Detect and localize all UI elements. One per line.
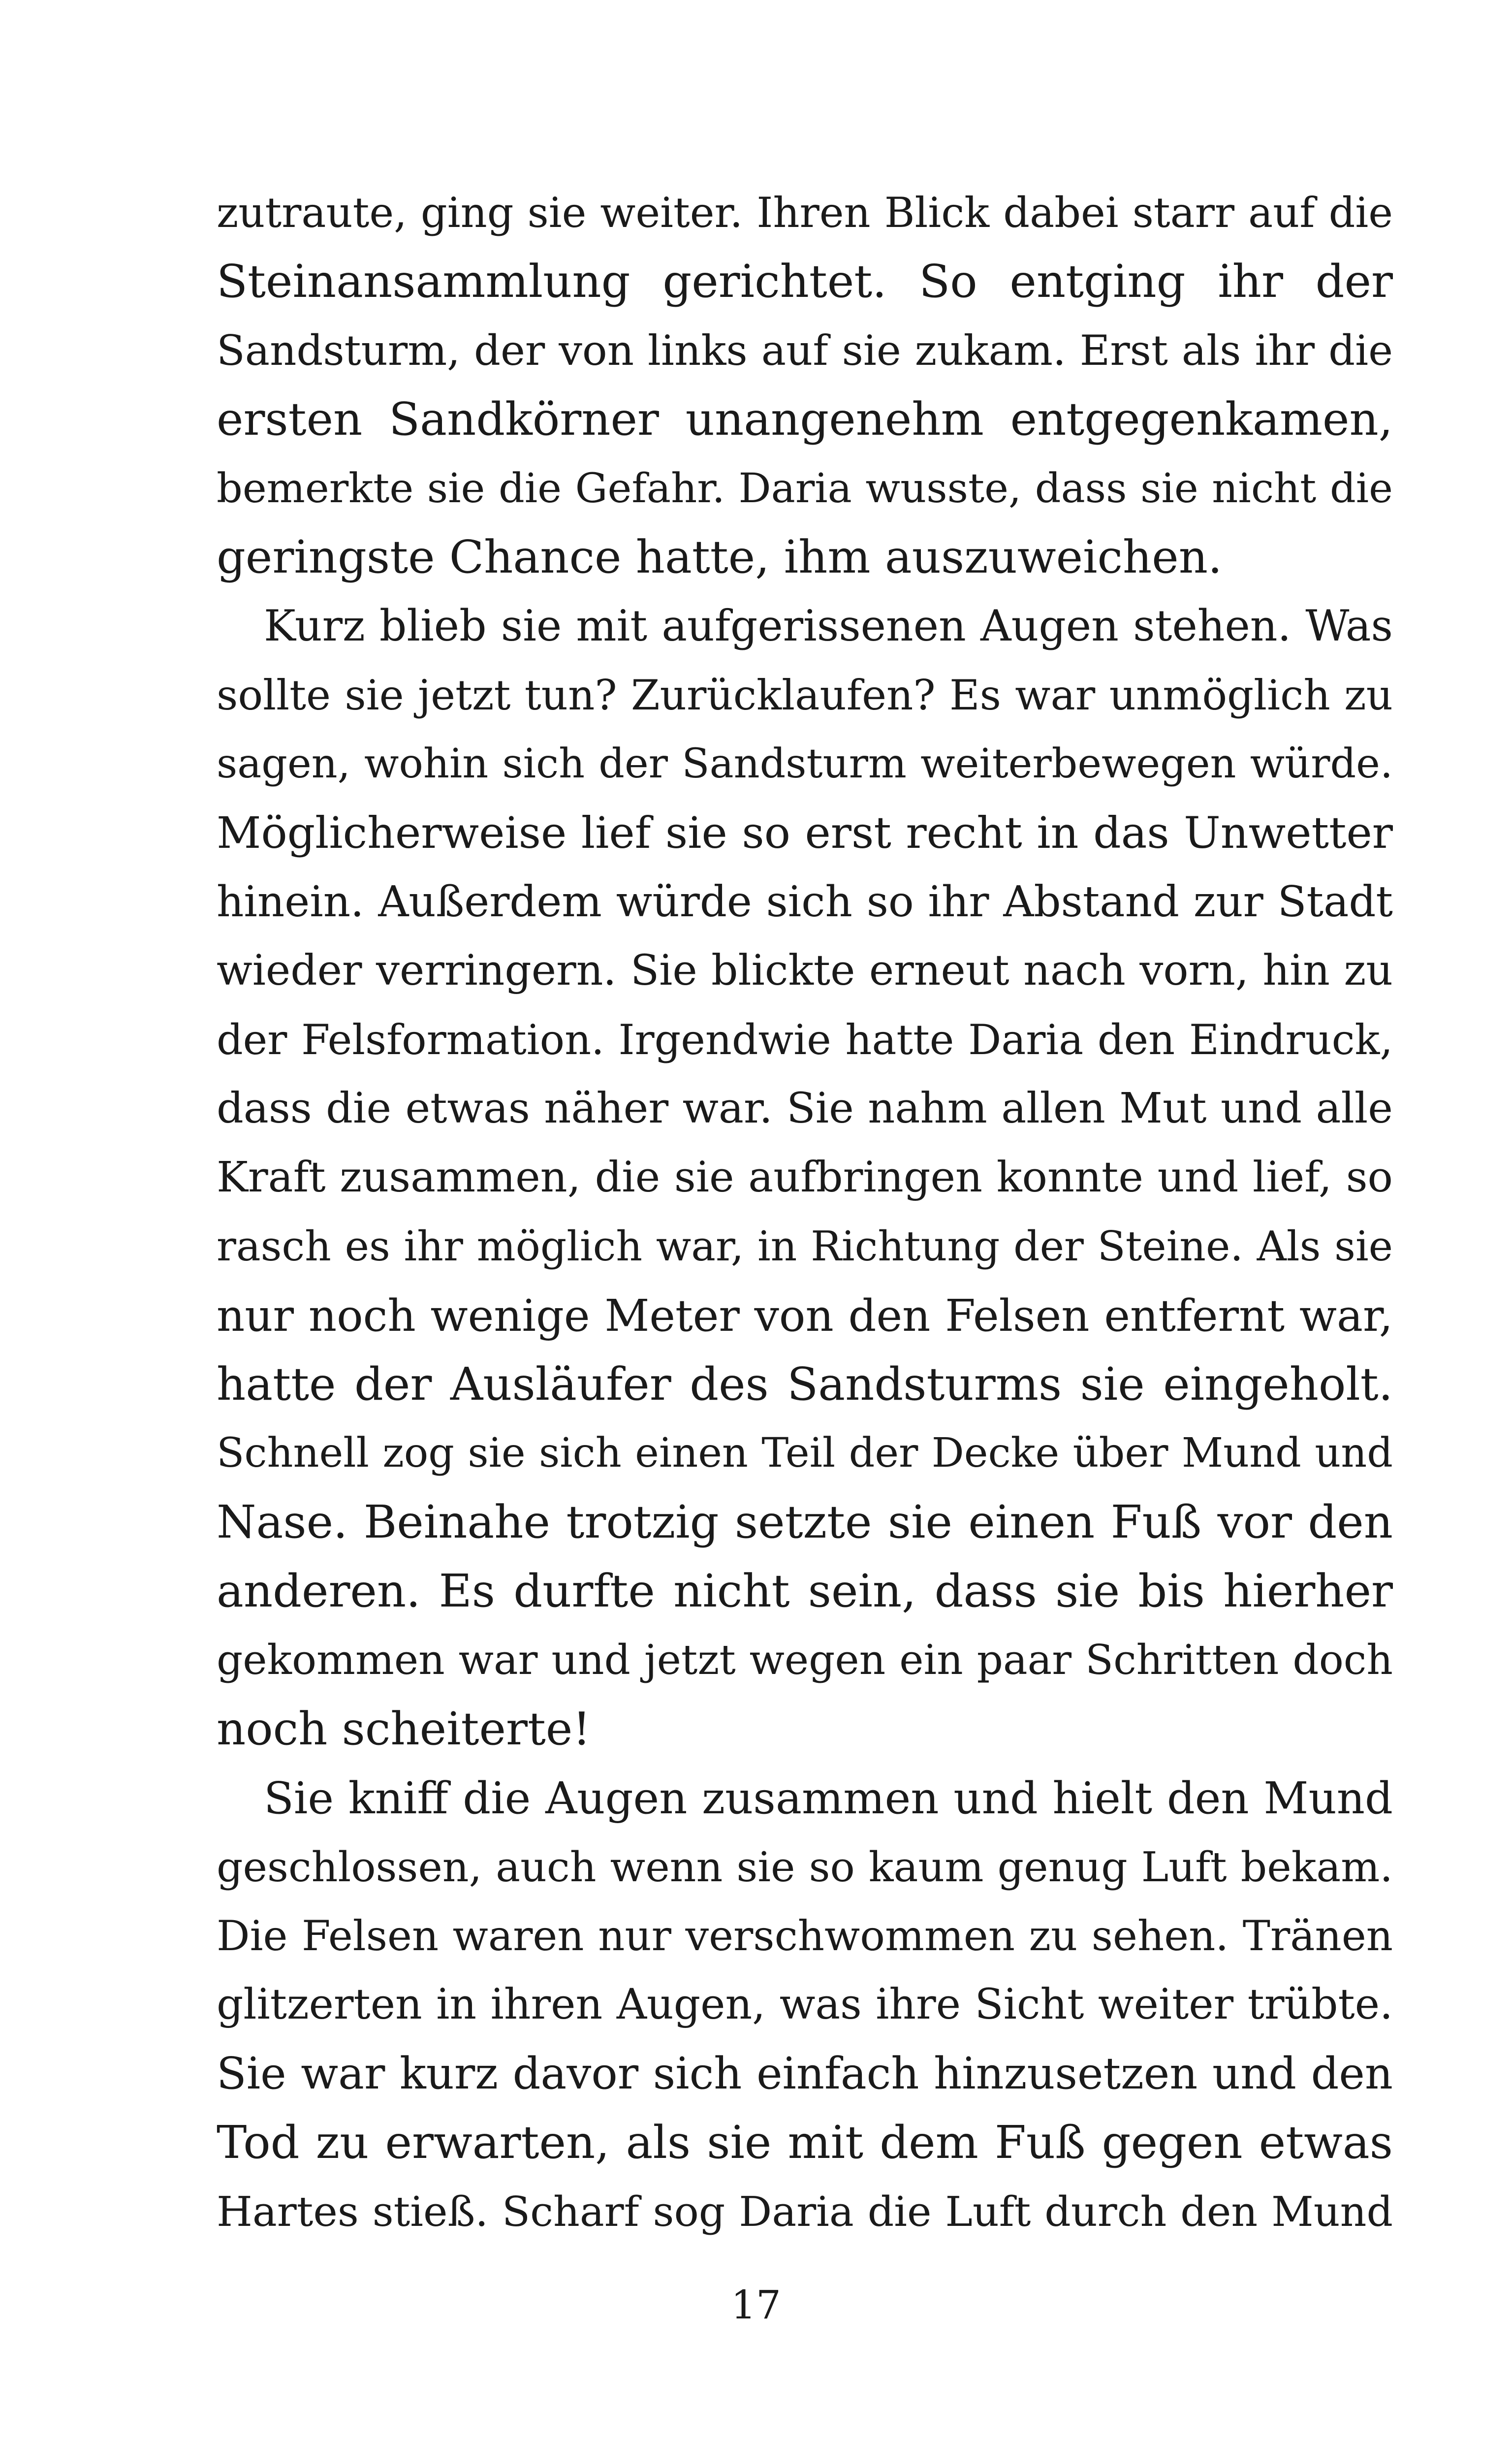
text-line: Nase. Beinahe trotzig setzte sie einen Fuß vor den (217, 1496, 1393, 1548)
text-line: gekommen war und jetzt wegen ein paar Schritten doch (217, 1636, 1393, 1684)
text-line: anderen. Es durfte nicht sein, dass sie bis hierher (217, 1565, 1393, 1617)
text-line: sollte sie jetzt tun? Zurücklaufen? Es war unmöglich zu (217, 671, 1393, 719)
text-line: zutraute, ging sie weiter. Ihren Blick dabei starr auf die (217, 189, 1393, 237)
text-line: Kraft zusammen, die sie aufbringen konnte und lief, so (217, 1153, 1393, 1202)
text-line: Sandsturm, der von links auf sie zukam. Erst als ihr die (217, 326, 1393, 375)
text-line: wieder verringern. Sie blickte erneut nach vorn, hin zu (217, 946, 1393, 995)
text-line: Sie war kurz davor sich einfach hinzusetzen und den (217, 2048, 1393, 2099)
paragraph-2 (217, 592, 1393, 1764)
text-line: hatte der Ausläufer des Sandsturms sie eingeholt. (217, 1358, 1393, 1411)
body-text (217, 178, 1393, 2246)
text-line: Kurz blieb sie mit aufgerissenen Augen stehen. Was (264, 602, 1393, 651)
text-line: Sie kniff die Augen zusammen und hielt den Mund (264, 1772, 1393, 1824)
text-line: Tod zu erwarten, als sie mit dem Fuß gegen etwas (217, 2116, 1393, 2169)
text-line: geringste Chance hatte, ihm auszuweichen. (217, 531, 1223, 583)
text-line: noch scheiterte! (217, 1703, 591, 1755)
paragraph-3 (217, 1764, 1393, 2246)
text-line: dass die etwas näher war. Sie nahm allen Mut und alle (217, 1084, 1393, 1133)
text-line: der Felsformation. Irgendwie hatte Daria den Eindruck, (217, 1016, 1393, 1064)
text-line: rasch es ihr möglich war, in Richtung der Steine. Als sie (217, 1222, 1393, 1270)
text-line: sagen, wohin sich der Sandsturm weiterbewegen würde. (217, 740, 1393, 787)
text-line: Hartes stieß. Scharf sog Daria die Luft durch den Mund (217, 2187, 1393, 2236)
text-line: Möglicherweise lief sie so erst recht in das Unwetter (217, 807, 1393, 858)
text-line: ersten Sandkörner unangenehm entgegenkamen, (217, 393, 1393, 446)
page-number: 17 (731, 2282, 781, 2328)
text-line: Schnell zog sie sich einen Teil der Decke über Mund und (217, 1430, 1393, 1477)
text-line: Die Felsen waren nur verschwommen zu sehen. Tränen (217, 1912, 1393, 1960)
text-line: hinein. Außerdem würde sich so ihr Abstand zur Stadt (217, 877, 1393, 927)
text-line: bemerkte sie die Gefahr. Daria wusste, dass sie nicht die (217, 465, 1393, 512)
paragraph-1 (217, 178, 1393, 592)
text-line: Steinansammlung gerichtet. So entging ihr der (217, 255, 1393, 308)
text-line: glitzerten in ihren Augen, was ihre Sicht weiter trübte. (217, 1980, 1393, 2029)
text-line: nur noch wenige Meter von den Felsen entfernt war, (217, 1290, 1393, 1341)
text-line: geschlossen, auch wenn sie so kaum genug Luft bekam. (217, 1843, 1393, 1891)
